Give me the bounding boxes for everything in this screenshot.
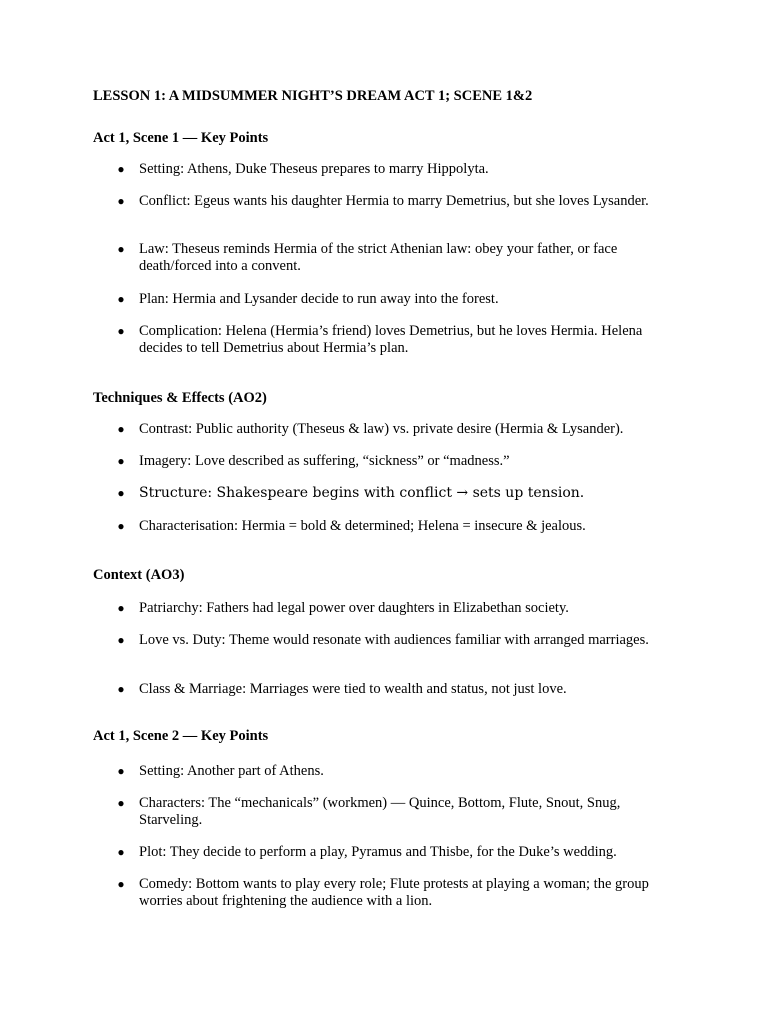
bullet-icon: ● (117, 682, 125, 696)
list-item (0, 681, 659, 711)
list-item-text: Imagery: Love described as suffering, “sickness” or “madness.” (139, 453, 510, 469)
bullet-icon: ● (117, 764, 125, 778)
list-item-text: Patriarchy: Fathers had legal power over daughters in Elizabethan society. (139, 600, 569, 616)
list-item-text: Plan: Hermia and Lysander decide to run away into the forest. (139, 291, 499, 307)
list-item-text: Law: Theseus reminds Hermia of the strict Athenian law: obey your father, or face death/forced into a convent. (139, 241, 618, 274)
list-item (0, 600, 659, 632)
list-item (0, 193, 659, 241)
list-item-text: Setting: Another part of Athens. (139, 763, 324, 779)
list-item-text: Class & Marriage: Marriages were tied to wealth and status, not just love. (139, 681, 567, 697)
list-item-text: Complication: Helena (Hermia’s friend) loves Demetrius, but he loves Hermia. Helena decides to tell Demetrius about Hermia’s plan. (139, 323, 643, 356)
bullet-icon: ● (117, 796, 125, 810)
list-item-text: Conflict: Egeus wants his daughter Hermia to marry Demetrius, but she loves Lysander. (139, 193, 649, 209)
bullet-icon: ● (117, 162, 125, 176)
section-heading-act1-scene2: Act 1, Scene 2 — Key Points (93, 728, 269, 744)
section-heading-context: Context (AO3) (93, 567, 185, 583)
bullet-icon: ● (117, 845, 125, 859)
list-item (0, 518, 659, 548)
bullet-icon: ● (117, 292, 125, 306)
list-item-text: Love vs. Duty: Theme would resonate with audiences familiar with arranged marriages. (139, 632, 649, 648)
list-item (0, 291, 659, 323)
list-item-text: Plot: They decide to perform a play, Pyramus and Thisbe, for the Duke’s wedding. (139, 844, 617, 860)
bullet-icon: ● (117, 601, 125, 615)
list-item (0, 763, 659, 795)
bullet-list-act1-scene2 (0, 763, 768, 916)
bullet-icon: ● (117, 454, 125, 468)
bullet-icon: ● (117, 422, 125, 436)
bullet-list-techniques (0, 421, 768, 548)
bullet-icon: ● (117, 633, 125, 647)
list-item (0, 632, 659, 681)
bullet-icon: ● (117, 194, 125, 208)
list-item (0, 323, 659, 359)
list-item (0, 421, 659, 453)
list-item-text: Setting: Athens, Duke Theseus prepares to marry Hippolyta. (139, 161, 489, 177)
list-item (0, 241, 659, 291)
bullet-list-context (0, 600, 768, 711)
bullet-list-act1-scene1 (0, 161, 768, 359)
bullet-icon: ● (117, 242, 125, 256)
bullet-icon: ● (117, 486, 125, 500)
bullet-icon: ● (117, 519, 125, 533)
list-item (0, 485, 659, 518)
list-item (0, 453, 659, 485)
list-item-text: Comedy: Bottom wants to play every role; Flute protests at playing a woman; the group worries about frightening the audience with a lion. (139, 876, 649, 909)
list-item (0, 876, 659, 916)
bullet-icon: ● (117, 324, 125, 338)
list-item (0, 795, 659, 844)
section-heading-act1-scene1: Act 1, Scene 1 — Key Points (93, 130, 269, 146)
list-item (0, 161, 659, 193)
list-item (0, 844, 659, 876)
list-item-text: Contrast: Public authority (Theseus & law) vs. private desire (Hermia & Lysander). (139, 421, 624, 437)
list-item-text: Characters: The “mechanicals” (workmen) — Quince, Bottom, Flute, Snout, Snug, Starveling. (139, 795, 621, 828)
list-item-text: Structure: Shakespeare begins with conflict → sets up tension. (139, 485, 585, 501)
list-item-text: Characterisation: Hermia = bold & determined; Helena = insecure & jealous. (139, 518, 586, 534)
bullet-icon: ● (117, 877, 125, 891)
section-heading-techniques: Techniques & Effects (AO2) (93, 390, 267, 406)
page-title: LESSON 1: A MIDSUMMER NIGHT’S DREAM ACT 1; SCENE 1&2 (93, 88, 533, 104)
